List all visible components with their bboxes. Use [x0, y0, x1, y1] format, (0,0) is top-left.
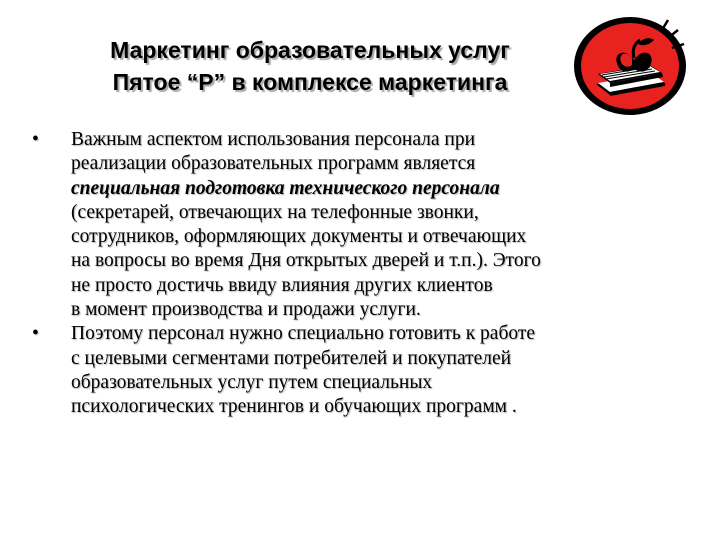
bullet-2-line-3: образовательных услуг путем специальных: [71, 371, 433, 393]
title-line-1: Маркетинг образовательных услуг: [110, 37, 510, 63]
bullet-1-line-4: (секретарей, отвечающих на телефонные звонки,: [71, 201, 479, 223]
bullet-2-line-4: психологических тренингов и обучающих программ .: [71, 396, 517, 418]
bullet-1-line-5: сотрудников, оформляющих документы и отвечающих: [71, 226, 527, 248]
bullet-marker: •: [32, 129, 39, 150]
title-line-2: Пятое “P” в комплексе маркетинга: [112, 69, 508, 95]
bullet-1-line-2: реализации образовательных программ является: [71, 153, 476, 175]
bullet-1-line-7: не просто достичь ввиду влияния других клиентов: [71, 274, 493, 296]
slide-title: [30, 34, 590, 98]
bullet-marker: •: [32, 323, 39, 345]
bullet-1-line-3-emphasis: специальная подготовка технического персонала: [71, 177, 500, 199]
bullet-item-2: [30, 322, 690, 419]
bullet-item-1: [30, 128, 690, 322]
apple-on-books-icon: [572, 14, 690, 118]
bullet-2-line-1: Поэтому персонал нужно специально готовить к работе: [71, 323, 536, 345]
bullet-1-line-6: на вопросы во время Дня открытых дверей и т.п.). Этого: [71, 250, 541, 272]
bullet-list: [30, 128, 690, 420]
bullet-1-line-8: в момент производства и продажи услуги.: [71, 299, 421, 321]
bullet-1-line-1: Важным аспектом использования персонала при: [71, 129, 476, 150]
bullet-2-line-2: с целевыми сегментами потребителей и покупателей: [71, 347, 512, 369]
